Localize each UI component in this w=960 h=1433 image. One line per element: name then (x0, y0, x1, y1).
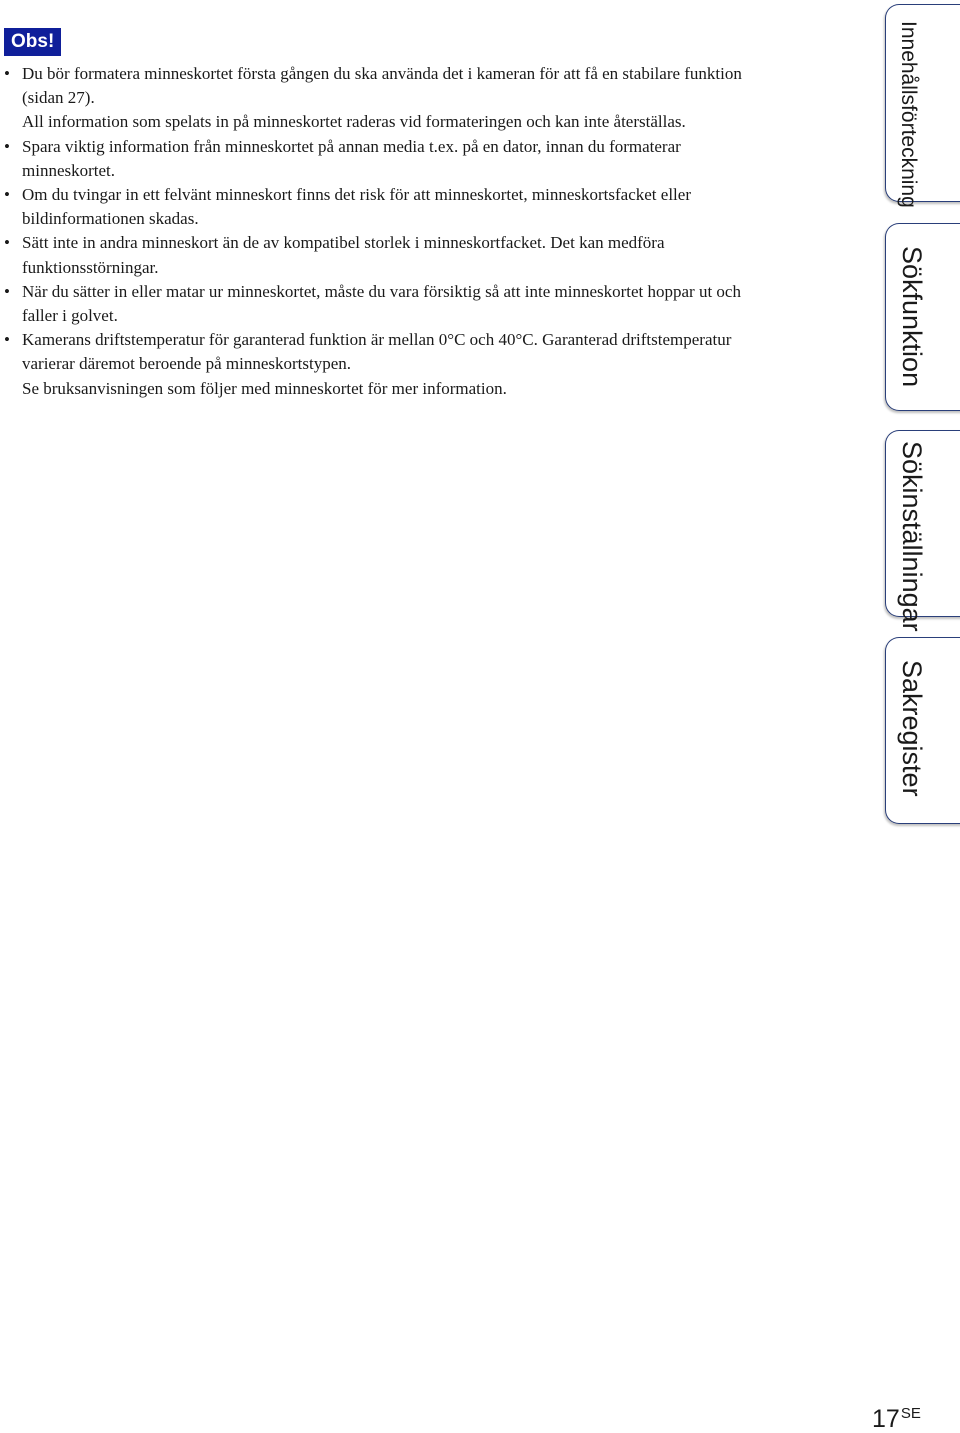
note-line: bildinformationen skadas. (22, 209, 199, 229)
note-line: (sidan 27). (22, 88, 95, 108)
bullet: • (4, 233, 10, 253)
note-line: Om du tvingar in ett felvänt minneskort finns det risk för att minneskortet, minneskortsfacket eller (22, 185, 691, 205)
tab-label: Sökfunktion (897, 246, 927, 388)
tab-label: Sökinställningar (897, 441, 927, 632)
list-item (4, 183, 864, 231)
note-line: Kamerans driftstemperatur för garanterad funktion är mellan 0°C och 40°C. Garanterad driftstemperatur (22, 330, 732, 350)
page-number (872, 1400, 921, 1433)
bullet: • (4, 281, 10, 301)
bullet: • (4, 185, 10, 205)
list-item (4, 62, 864, 110)
list-item (4, 135, 864, 183)
tab-search-settings[interactable] (885, 430, 960, 632)
note-line: Se bruksanvisningen som följer med minneskortet för mer information. (22, 378, 507, 398)
note-line: Sätt inte in andra minneskort än de av kompatibel storlek i minneskortfacket. Det kan medföra (22, 233, 665, 253)
notes-list (4, 62, 864, 401)
tab-label: Innehållsförteckning (897, 21, 920, 208)
list-item (4, 377, 864, 401)
note-line: faller i golvet. (22, 306, 118, 326)
bullet: • (4, 64, 10, 83)
bullet: • (4, 330, 10, 350)
note-line: minneskortet. (22, 160, 116, 180)
list-item (4, 328, 864, 376)
tab-search-function[interactable] (885, 223, 960, 411)
note-line: varierar däremot beroende på minneskortstypen. (22, 354, 352, 374)
tab-index[interactable] (885, 637, 960, 824)
note-line: Spara viktig information från minneskortet på annan media t.ex. på en dator, innan du formaterar (22, 136, 681, 156)
page-number-suffix: SE (900, 1405, 921, 1422)
tab-label: Sakregister (897, 660, 927, 797)
note-line: Du bör formatera minneskortet första gången du ska använda det i kameran för att få en stabilare funktion (22, 64, 742, 83)
list-item (4, 280, 864, 328)
page-number-value: 17 (872, 1405, 900, 1433)
list-item (4, 231, 864, 279)
tab-table-of-contents[interactable] (885, 4, 960, 208)
note-line: funktionsstörningar. (22, 257, 159, 277)
bullet: • (4, 136, 10, 156)
note-line: All information som spelats in på minneskortet raderas vid formateringen och kan inte återställas. (22, 112, 686, 132)
note-line: När du sätter in eller matar ur minneskortet, måste du vara försiktig så att inte minneskortet hoppar ut och (22, 281, 741, 301)
list-item (4, 110, 864, 134)
obs-notice-badge: Obs! (4, 28, 61, 56)
